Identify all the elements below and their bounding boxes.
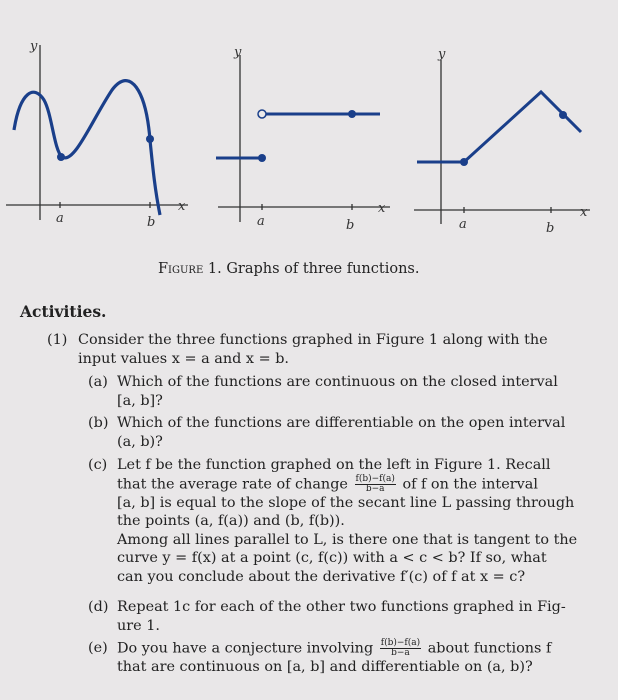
graph3-b-label: b — [546, 221, 555, 236]
item-e-line1-post: about functions f — [427, 640, 552, 657]
activities-heading: Activities. — [20, 302, 107, 321]
item-c-line2-pre: that the average rate of change — [117, 476, 348, 492]
item-e-label: (e) — [88, 640, 108, 656]
graph3-point-a — [460, 158, 468, 166]
graph1-x-label: x — [178, 199, 186, 214]
item-a-line2: [a, b]? — [117, 392, 163, 409]
item-1 — [47, 331, 67, 350]
item-1-number: (1) — [47, 332, 68, 348]
item-a-label: (a) — [88, 374, 108, 390]
item-c-line5: Among all lines parallel to L, is there one that is tangent to the — [117, 531, 578, 548]
item-d-line2: ure 1. — [117, 617, 160, 634]
graph3-a-label: a — [459, 217, 467, 232]
item-1-line1: Consider the three functions graphed in Figure 1 along with the — [78, 332, 548, 348]
graph-left — [6, 45, 188, 220]
item-e-line1 — [117, 639, 551, 658]
item-d — [117, 598, 566, 635]
graph2-open-point — [258, 110, 266, 118]
item-e-fraction — [380, 639, 421, 658]
item-c-line2-post: of f on the interval — [402, 476, 538, 492]
graph1-curve — [14, 81, 160, 215]
graph-right — [414, 60, 590, 224]
graph-middle — [216, 55, 390, 222]
graph1-y-label: y — [30, 39, 38, 54]
item-c-line3: [a, b] is equal to the slope of the secant line L passing through — [117, 494, 575, 511]
figure-caption — [158, 261, 419, 277]
item-1-text — [78, 331, 548, 368]
graph2-closed-point — [258, 154, 266, 162]
item-c-line1: Let f be the function graphed on the left in Figure 1. Recall — [117, 457, 551, 473]
item-c-line7: can you conclude about the derivative f′(c) of f at x = c? — [117, 568, 526, 585]
item-b-line2: (a, b)? — [117, 433, 163, 450]
item-a — [117, 373, 558, 410]
item-b-line1: Which of the functions are differentiable on the open interval — [117, 415, 566, 431]
graph3-y-label: y — [438, 47, 446, 62]
figure-caption-label: Figure 1. — [158, 261, 222, 277]
graph1-point-b — [146, 135, 154, 143]
item-b-label: (b) — [88, 415, 109, 431]
item-c-line6: curve y = f(x) at a point (c, f(c)) with a < c < b? If so, what — [117, 550, 547, 566]
graph2-y-label: y — [234, 45, 242, 60]
graph2-x-label: x — [378, 201, 386, 216]
graph3-point-b — [559, 111, 567, 119]
item-c-label: (c) — [88, 457, 108, 473]
graph2-a-label: a — [257, 214, 265, 229]
graph1-point-a — [57, 153, 65, 161]
item-1-line2: input values x = a and x = b. — [78, 350, 289, 367]
item-b — [117, 414, 565, 451]
item-c-frac-den: b−a — [365, 483, 385, 494]
item-e — [117, 639, 551, 677]
item-c-line4: the points (a, f(a)) and (b, f(b)). — [117, 513, 345, 529]
item-c — [117, 456, 577, 586]
item-e-line1-pre: Do you have a conjecture involving — [117, 640, 374, 657]
figure-caption-text: Graphs of three functions. — [226, 261, 420, 277]
item-e-line2: that are continuous on [a, b] and differentiable on (a, b)? — [117, 659, 533, 675]
graph2-b-label: b — [346, 218, 355, 233]
graph1-a-label: a — [56, 211, 64, 226]
graph3-x-label: x — [580, 205, 588, 220]
item-c-frac-num: f(b)−f(a) — [355, 473, 395, 484]
item-c-line2 — [117, 475, 577, 494]
item-e-frac-den: b−a — [391, 648, 410, 658]
item-e-frac-num: f(b)−f(a) — [380, 638, 421, 648]
figure-graphs — [0, 0, 618, 290]
item-d-label: (d) — [88, 599, 109, 615]
item-a-line1: Which of the functions are continuous on the closed interval — [117, 374, 558, 390]
graph2-point-b — [348, 110, 356, 118]
graph1-b-label: b — [147, 215, 156, 230]
item-d-line1: Repeat 1c for each of the other two functions graphed in Fig- — [117, 599, 566, 615]
item-c-fraction — [355, 475, 396, 494]
